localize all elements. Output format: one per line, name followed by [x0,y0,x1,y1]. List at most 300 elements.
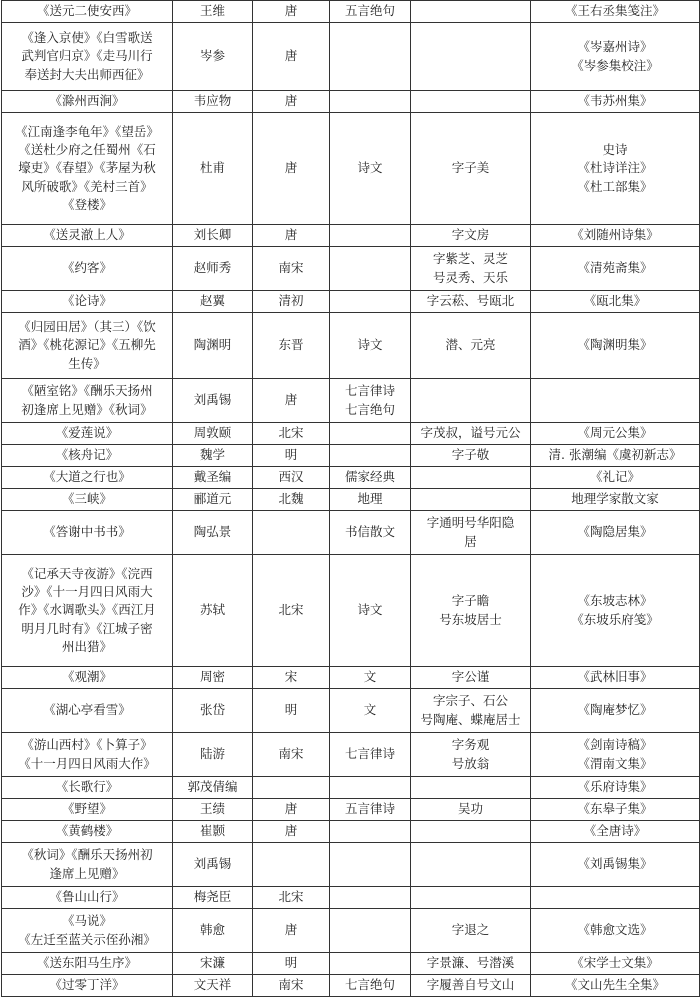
courtesy-name-cell [411,777,531,799]
cell-text-line: 《瓯北集》 [583,293,647,309]
cell-text-line: 《刘禹锡集》 [577,856,653,872]
cell-text-line: 刘长卿 [193,227,232,243]
cell-text-line: 七言绝句 [344,977,395,993]
work-title-cell [2,1,173,23]
courtesy-name-cell [411,689,531,733]
cell-text-line: 唐 [284,823,298,839]
cell-text-line: 字宗子、石公 [432,693,508,709]
cell-text-line: 州出猎》 [61,638,112,654]
cell-text-line: 《黄鹤楼》 [55,823,119,839]
source-collection-cell [531,23,700,91]
courtesy-name-cell [411,225,531,247]
genre-cell [330,821,411,843]
cell-text-line: 《大道之行也》 [43,469,131,485]
source-collection-cell [531,667,700,689]
cell-text-line: 字景濂、号潜溪 [426,955,515,971]
cell-text-line: 西汉 [278,469,304,485]
work-title-cell [2,887,173,909]
cell-text-line: 王维 [199,3,225,19]
dynasty-cell [253,843,330,887]
author-cell [173,777,253,799]
cell-text-line: 《武林旧事》 [577,669,653,685]
cell-text-line: 《归园田居》（其三）《饮 [18,319,156,335]
source-collection-cell [531,423,700,445]
genre-cell [330,113,411,225]
cell-text-line: 《周元公集》 [577,425,653,441]
source-collection-cell [531,799,700,821]
author-cell [173,113,253,225]
courtesy-name-cell [411,887,531,909]
cell-text-line: 逢席上见赠》 [49,865,125,881]
genre-cell [330,909,411,953]
cell-text-line: 北魏 [278,491,304,507]
genre-cell [330,953,411,975]
courtesy-name-cell [411,445,531,467]
table-row [2,777,700,799]
courtesy-name-cell [411,23,531,91]
work-title-cell [2,777,173,799]
work-title-cell [2,247,173,291]
cell-text-line: 号灵秀、天乐 [432,269,508,285]
cell-text-line: 《岑嘉州诗》 [577,39,653,55]
dynasty-cell [253,247,330,291]
cell-text-line: 《过零丁洋》 [49,977,125,993]
work-title-cell [2,467,173,489]
cell-text-line: 唐 [284,392,298,408]
cell-text-line: 《岑参集校注》 [571,57,659,73]
cell-text-line: 《马说》 [61,913,112,929]
author-cell [173,379,253,423]
cell-text-line: 陶弘景 [193,524,232,540]
dynasty-cell [253,887,330,909]
courtesy-name-cell [411,843,531,887]
work-title-cell [2,555,173,667]
table-body [2,1,700,997]
work-title-cell [2,799,173,821]
cell-text-line: 北宋 [278,889,304,905]
cell-text-line: 《送杜少府之任蜀州《石 [18,142,156,158]
cell-text-line: 字退之 [451,922,490,938]
cell-text-line: 居 [464,533,477,549]
cell-text-line: 赵师秀 [193,260,232,276]
genre-cell [330,843,411,887]
source-collection-cell [531,247,700,291]
table-row [2,909,700,953]
courtesy-name-cell [411,91,531,113]
cell-text-line: 《记承天寺夜游》《浣西 [21,566,153,582]
table-row [2,291,700,313]
source-collection-cell [531,733,700,777]
courtesy-name-cell [411,555,531,667]
work-title-cell [2,445,173,467]
cell-text-line: 韦应物 [193,93,232,109]
source-collection-cell [531,489,700,511]
source-collection-cell [531,689,700,733]
cell-text-line: 书信散文 [344,524,395,540]
source-collection-cell [531,225,700,247]
table-row [2,953,700,975]
cell-text-line: 韩愈 [199,922,225,938]
table-row [2,467,700,489]
table-row [2,379,700,423]
courtesy-name-cell [411,799,531,821]
courtesy-name-cell [411,667,531,689]
genre-cell [330,467,411,489]
cell-text-line: 《文山先生全集》 [564,977,665,993]
work-title-cell [2,91,173,113]
dynasty-cell [253,467,330,489]
author-cell [173,291,253,313]
author-cell [173,821,253,843]
dynasty-cell [253,423,330,445]
author-cell [173,555,253,667]
courtesy-name-cell [411,113,531,225]
cell-text-line: 《王右丞集笺注》 [564,3,665,19]
table-row [2,555,700,667]
cell-text-line: 七言律诗 [344,383,395,399]
cell-text-line: 《宋学士文集》 [571,955,659,971]
cell-text-line: 明月几时有》《江城子密 [21,620,153,636]
cell-text-line: 号放翁 [451,755,490,771]
courtesy-name-cell [411,511,531,555]
dynasty-cell [253,489,330,511]
work-title-cell [2,379,173,423]
dynasty-cell [253,23,330,91]
courtesy-name-cell [411,467,531,489]
genre-cell [330,489,411,511]
cell-text-line: 《长歌行》 [55,779,119,795]
cell-text-line: 七言绝句 [344,401,395,417]
cell-text-line: 刘禹锡 [193,392,232,408]
cell-text-line: 地理学家散文家 [571,491,659,507]
cell-text-line: 梅尧臣 [193,889,232,905]
genre-cell [330,555,411,667]
cell-text-line: 东晋 [278,337,304,353]
cell-text-line: 唐 [284,160,298,176]
cell-text-line: 五言律诗 [344,801,395,817]
cell-text-line: 《刘随州诗集》 [571,227,659,243]
table-row [2,225,700,247]
author-cell [173,511,253,555]
work-title-cell [2,313,173,379]
table-row [2,313,700,379]
work-title-cell [2,667,173,689]
courtesy-name-cell [411,953,531,975]
cell-text-line: 《杜工部集》 [577,178,653,194]
cell-text-line: 明 [284,447,298,463]
source-collection-cell [531,843,700,887]
dynasty-cell [253,689,330,733]
dynasty-cell [253,313,330,379]
courtesy-name-cell [411,247,531,291]
cell-text-line: 《滁州西涧》 [49,93,125,109]
cell-text-line: 号陶庵、蝶庵居士 [420,711,521,727]
source-collection-cell [531,113,700,225]
cell-text-line: 唐 [284,48,298,64]
table-row [2,511,700,555]
work-title-cell [2,511,173,555]
table-row [2,23,700,91]
genre-cell [330,23,411,91]
cell-text-line: 《野望》 [61,801,112,817]
cell-text-line: 五言绝句 [344,3,395,19]
cell-text-line: 字公谨 [451,669,490,685]
cell-text-line: 《韩愈文选》 [577,922,653,938]
cell-text-line: 史诗 [602,142,628,158]
genre-cell [330,423,411,445]
cell-text-line: 宋濂 [199,955,225,971]
dynasty-cell [253,379,330,423]
cell-text-line: 杜甫 [199,160,225,176]
genre-cell [330,887,411,909]
table-row [2,91,700,113]
work-title-cell [2,821,173,843]
source-collection-cell [531,975,700,997]
dynasty-cell [253,555,330,667]
table-row [2,423,700,445]
table-row [2,887,700,909]
courtesy-name-cell [411,291,531,313]
dynasty-cell [253,953,330,975]
cell-text-line: 《左迁至蓝关示侄孙湘》 [18,931,156,947]
genre-cell [330,445,411,467]
cell-text-line: 刘禹锡 [193,856,232,872]
cell-text-line: 潜、元亮 [445,337,496,353]
courtesy-name-cell [411,1,531,23]
cell-text-line: 字务观 [451,737,490,753]
table-row [2,975,700,997]
work-title-cell [2,975,173,997]
cell-text-line: 沙》《十一月四日风雨大 [21,584,153,600]
cell-text-line: 《核舟记》 [55,447,119,463]
author-cell [173,467,253,489]
cell-text-line: 《东坡乐府笺》 [571,611,659,627]
cell-text-line: 壕吏》《春望》《茅屋为秋 [18,160,156,176]
cell-text-line: 《观潮》 [61,669,112,685]
work-title-cell [2,689,173,733]
cell-text-line: 《陶隐居集》 [577,524,653,540]
author-cell [173,667,253,689]
source-collection-cell [531,953,700,975]
cell-text-line: 《湖心亭看雪》 [43,702,131,718]
genre-cell [330,511,411,555]
source-collection-cell [531,777,700,799]
cell-text-line: 崔颢 [199,823,225,839]
cell-text-line: 《乐府诗集》 [577,779,653,795]
cell-text-line: 南宋 [278,260,304,276]
work-title-cell [2,489,173,511]
cell-text-line: 《送灵澈上人》 [43,227,131,243]
cell-text-line: 《东皋子集》 [577,801,653,817]
dynasty-cell [253,799,330,821]
cell-text-line: 赵翼 [199,293,225,309]
author-cell [173,689,253,733]
courtesy-name-cell [411,313,531,379]
cell-text-line: 风所破歌》《羌村三首》 [21,178,153,194]
cell-text-line: 明 [284,702,298,718]
cell-text-line: 生传》 [68,355,106,371]
courtesy-name-cell [411,733,531,777]
cell-text-line: 奉送封大夫出师西征》 [24,66,150,82]
cell-text-line: 陆游 [199,746,225,762]
work-title-cell [2,225,173,247]
cell-text-line: 《送东阳马生序》 [36,955,137,971]
table-row [2,667,700,689]
source-collection-cell [531,909,700,953]
source-collection-cell [531,445,700,467]
source-collection-cell [531,555,700,667]
cell-text-line: 号东坡居士 [439,611,502,627]
author-cell [173,423,253,445]
cell-text-line: 岑参 [199,48,225,64]
work-title-cell [2,733,173,777]
genre-cell [330,291,411,313]
genre-cell [330,379,411,423]
cell-text-line: 《杜诗详注》 [577,160,653,176]
author-cell [173,247,253,291]
cell-text-line: 诗文 [357,160,383,176]
source-collection-cell [531,887,700,909]
work-title-cell [2,953,173,975]
cell-text-line: 字云菘、号瓯北 [426,293,515,309]
table-row [2,799,700,821]
cell-text-line: 字子瞻 [451,593,490,609]
genre-cell [330,313,411,379]
author-cell [173,445,253,467]
genre-cell [330,225,411,247]
dynasty-cell [253,777,330,799]
cell-text-line: 王绩 [199,801,225,817]
source-collection-cell [531,291,700,313]
cell-text-line: 唐 [284,93,298,109]
dynasty-cell [253,975,330,997]
genre-cell [330,667,411,689]
cell-text-line: 《剑南诗稿》 [577,737,653,753]
cell-text-line: 七言律诗 [344,746,395,762]
cell-text-line: 文天祥 [193,977,232,993]
genre-cell [330,733,411,777]
cell-text-line: 《鲁山山行》 [49,889,125,905]
cell-text-line: 清. 张潮编《虞初新志》 [548,447,682,463]
cell-text-line: 《陶庵梦忆》 [577,702,653,718]
cell-text-line: 文 [363,669,377,685]
courtesy-name-cell [411,423,531,445]
source-collection-cell [531,511,700,555]
cell-text-line: 字子敬 [451,447,490,463]
cell-text-line: 南宋 [278,977,304,993]
cell-text-line: 《论诗》 [61,293,112,309]
author-cell [173,1,253,23]
cell-text-line: 南宋 [278,746,304,762]
cell-text-line: 陶渊明 [193,337,232,353]
table-row [2,445,700,467]
author-cell [173,489,253,511]
cell-text-line: 《十一月四日风雨大作》 [18,755,156,771]
source-collection-cell [531,313,700,379]
cell-text-line: 《爱莲说》 [55,425,119,441]
cell-text-line: 《登楼》 [61,196,112,212]
cell-text-line: 《礼记》 [589,469,640,485]
table-row [2,1,700,23]
authors-works-table [1,0,700,997]
cell-text-line: 唐 [284,227,298,243]
cell-text-line: 作》《水调歌头》《西江月 [18,602,156,618]
cell-text-line: 《陋室铭》《酬乐天扬州 [21,383,153,399]
source-collection-cell [531,821,700,843]
cell-text-line: 周密 [199,669,225,685]
cell-text-line: 周敦颐 [193,425,232,441]
table-row [2,733,700,777]
cell-text-line: 《答谢中书书》 [43,524,131,540]
author-cell [173,953,253,975]
work-title-cell [2,113,173,225]
cell-text-line: 魏学 [199,447,225,463]
dynasty-cell [253,667,330,689]
cell-text-line: 《陶渊明集》 [577,337,653,353]
author-cell [173,91,253,113]
source-collection-cell [531,379,700,423]
cell-text-line: 儒家经典 [344,469,395,485]
cell-text-line: 戴圣编 [193,469,232,485]
table-row [2,843,700,887]
author-cell [173,23,253,91]
cell-text-line: 字子美 [451,160,490,176]
author-cell [173,887,253,909]
cell-text-line: 明 [284,955,298,971]
cell-text-line: 《全唐诗》 [583,823,647,839]
cell-text-line: 唐 [284,922,298,938]
courtesy-name-cell [411,821,531,843]
genre-cell [330,91,411,113]
cell-text-line: 《约客》 [61,260,112,276]
cell-text-line: 地理 [357,491,383,507]
author-cell [173,975,253,997]
author-cell [173,909,253,953]
cell-text-line: 唐 [284,801,298,817]
dynasty-cell [253,445,330,467]
dynasty-cell [253,511,330,555]
dynasty-cell [253,821,330,843]
cell-text-line: 清初 [278,293,304,309]
cell-text-line: 《游山西村》《卜算子》 [21,737,153,753]
dynasty-cell [253,909,330,953]
cell-text-line: 字紫芝、灵芝 [432,251,508,267]
cell-text-line: 字履善自号文山 [426,977,515,993]
table-row [2,821,700,843]
source-collection-cell [531,467,700,489]
cell-text-line: 吴功 [457,801,483,817]
cell-text-line: 宋 [284,669,298,685]
genre-cell [330,777,411,799]
dynasty-cell [253,225,330,247]
dynasty-cell [253,1,330,23]
cell-text-line: 《清苑斋集》 [577,260,653,276]
dynasty-cell [253,91,330,113]
cell-text-line: 苏轼 [199,602,225,618]
cell-text-line: 《东坡志林》 [577,593,653,609]
cell-text-line: 字文房 [451,227,490,243]
cell-text-line: 《渭南文集》 [577,755,653,771]
work-title-cell [2,23,173,91]
cell-text-line: 《江南逢李龟年》《望岳》 [15,124,159,140]
dynasty-cell [253,291,330,313]
work-title-cell [2,909,173,953]
cell-text-line: 《三峡》 [61,491,112,507]
courtesy-name-cell [411,379,531,423]
cell-text-line: 字通明号华阳隐 [426,515,515,531]
cell-text-line: 酒》《桃花源记》《五柳先 [18,337,156,353]
cell-text-line: 《韦苏州集》 [577,93,653,109]
